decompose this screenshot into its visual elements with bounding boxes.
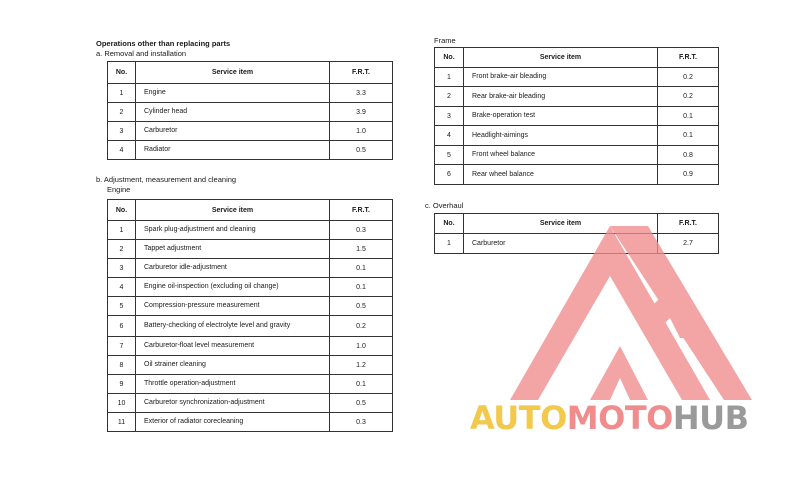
row-item: Carburetor idle-adjustment [136, 259, 330, 278]
row-frt: 3.3 [330, 84, 393, 103]
row-no: 3 [108, 122, 136, 141]
table-row [435, 68, 719, 87]
row-item: Brake-operation test [464, 107, 658, 126]
row-frt: 0.9 [658, 165, 719, 185]
header-no: No. [108, 62, 136, 84]
row-frt: 0.1 [330, 259, 393, 278]
table-row [435, 126, 719, 146]
row-frt: 0.1 [330, 278, 393, 297]
row-no: 5 [108, 297, 136, 316]
row-frt: 0.2 [330, 316, 393, 337]
table-row [435, 146, 719, 165]
row-frt: 0.3 [330, 413, 393, 432]
table-row [108, 221, 393, 240]
row-item: Oil strainer cleaning [136, 356, 330, 375]
row-frt: 0.2 [658, 68, 719, 87]
row-item: Tappet adjustment [136, 240, 330, 259]
row-no: 6 [108, 316, 136, 337]
row-item: Engine oil-inspection (excluding oil change) [136, 278, 330, 297]
table-row [108, 141, 393, 160]
table-header-row [108, 62, 393, 84]
header-frt: F.R.T. [658, 214, 719, 234]
row-no: 1 [435, 234, 464, 254]
header-frt: F.R.T. [330, 62, 393, 84]
row-item: Front brake-air bleading [464, 68, 658, 87]
row-item: Spark plug-adjustment and cleaning [136, 221, 330, 240]
row-no: 2 [435, 87, 464, 107]
row-frt: 0.1 [658, 107, 719, 126]
table-row [108, 259, 393, 278]
row-no: 4 [108, 278, 136, 297]
row-frt: 0.3 [330, 221, 393, 240]
row-no: 2 [108, 240, 136, 259]
row-no: 1 [108, 221, 136, 240]
table-row [108, 122, 393, 141]
page-title: Operations other than replacing parts [96, 39, 231, 48]
table-row [108, 394, 393, 413]
row-item: Battery-checking of electrolyte level and gravity [136, 316, 330, 337]
row-no: 5 [435, 146, 464, 165]
section-b-sublabel: Engine [107, 185, 131, 194]
row-frt: 0.8 [658, 146, 719, 165]
row-item: Exterior of radiator corecleaning [136, 413, 330, 432]
table-row [108, 297, 393, 316]
row-frt: 1.0 [330, 337, 393, 356]
row-frt: 2.7 [658, 234, 719, 254]
row-frt: 1.5 [330, 240, 393, 259]
header-frt: F.R.T. [658, 48, 719, 68]
row-item: Carburetor [464, 234, 658, 254]
header-service-item: Service item [464, 214, 658, 234]
table-row [435, 165, 719, 185]
row-no: 1 [435, 68, 464, 87]
header-no: No. [435, 48, 464, 68]
table-row [108, 375, 393, 394]
section-a-label: a. Removal and installation [96, 49, 187, 58]
row-no: 6 [435, 165, 464, 185]
header-no: No. [435, 214, 464, 234]
header-frt: F.R.T. [330, 200, 393, 221]
row-frt: 0.2 [658, 87, 719, 107]
row-frt: 3.9 [330, 103, 393, 122]
watermark-text-moto: MOTO [566, 399, 673, 437]
row-frt: 0.5 [330, 297, 393, 316]
table-row [108, 413, 393, 432]
watermark-text-hub: HUB [672, 399, 749, 437]
row-no: 7 [108, 337, 136, 356]
row-item: Engine [136, 84, 330, 103]
table-header-row [108, 200, 393, 221]
watermark-text [470, 400, 749, 436]
row-no: 1 [108, 84, 136, 103]
row-no: 10 [108, 394, 136, 413]
table-row [108, 356, 393, 375]
row-frt: 0.5 [330, 141, 393, 160]
header-service-item: Service item [464, 48, 658, 68]
row-frt: 0.1 [658, 126, 719, 146]
overhaul-label: c. Overhaul [425, 201, 464, 210]
table-row [435, 87, 719, 107]
table-row [108, 103, 393, 122]
table-row [108, 240, 393, 259]
row-item: Cylinder head [136, 103, 330, 122]
row-no: 4 [108, 141, 136, 160]
row-item: Compression-pressure measurement [136, 297, 330, 316]
header-service-item: Service item [136, 62, 330, 84]
row-no: 3 [435, 107, 464, 126]
engine-adjustment-table [107, 199, 393, 432]
table-row [435, 107, 719, 126]
row-no: 3 [108, 259, 136, 278]
row-no: 2 [108, 103, 136, 122]
row-frt: 0.5 [330, 394, 393, 413]
table-row [108, 337, 393, 356]
row-item: Carburetor synchronization-adjustment [136, 394, 330, 413]
row-item: Front wheel balance [464, 146, 658, 165]
row-no: 11 [108, 413, 136, 432]
table-row [108, 316, 393, 337]
row-no: 4 [435, 126, 464, 146]
header-service-item: Service item [136, 200, 330, 221]
row-item: Carburetor [136, 122, 330, 141]
removal-installation-table [107, 61, 393, 160]
watermark-text-auto: AUTO [470, 399, 567, 437]
header-no: No. [108, 200, 136, 221]
row-item: Throttle operation-adjustment [136, 375, 330, 394]
section-b-label: b. Adjustment, measurement and cleaning [96, 175, 237, 184]
frame-label: Frame [434, 36, 456, 45]
table-row [108, 84, 393, 103]
row-item: Headlight-aimings [464, 126, 658, 146]
row-frt: 1.2 [330, 356, 393, 375]
row-item: Carburetor-float level measurement [136, 337, 330, 356]
table-header-row [435, 48, 719, 68]
row-item: Radiator [136, 141, 330, 160]
table-row [108, 278, 393, 297]
frame-table [434, 47, 719, 185]
row-item: Rear wheel balance [464, 165, 658, 185]
row-no: 9 [108, 375, 136, 394]
row-no: 8 [108, 356, 136, 375]
row-item: Rear brake-air bleading [464, 87, 658, 107]
row-frt: 0.1 [330, 375, 393, 394]
row-frt: 1.0 [330, 122, 393, 141]
